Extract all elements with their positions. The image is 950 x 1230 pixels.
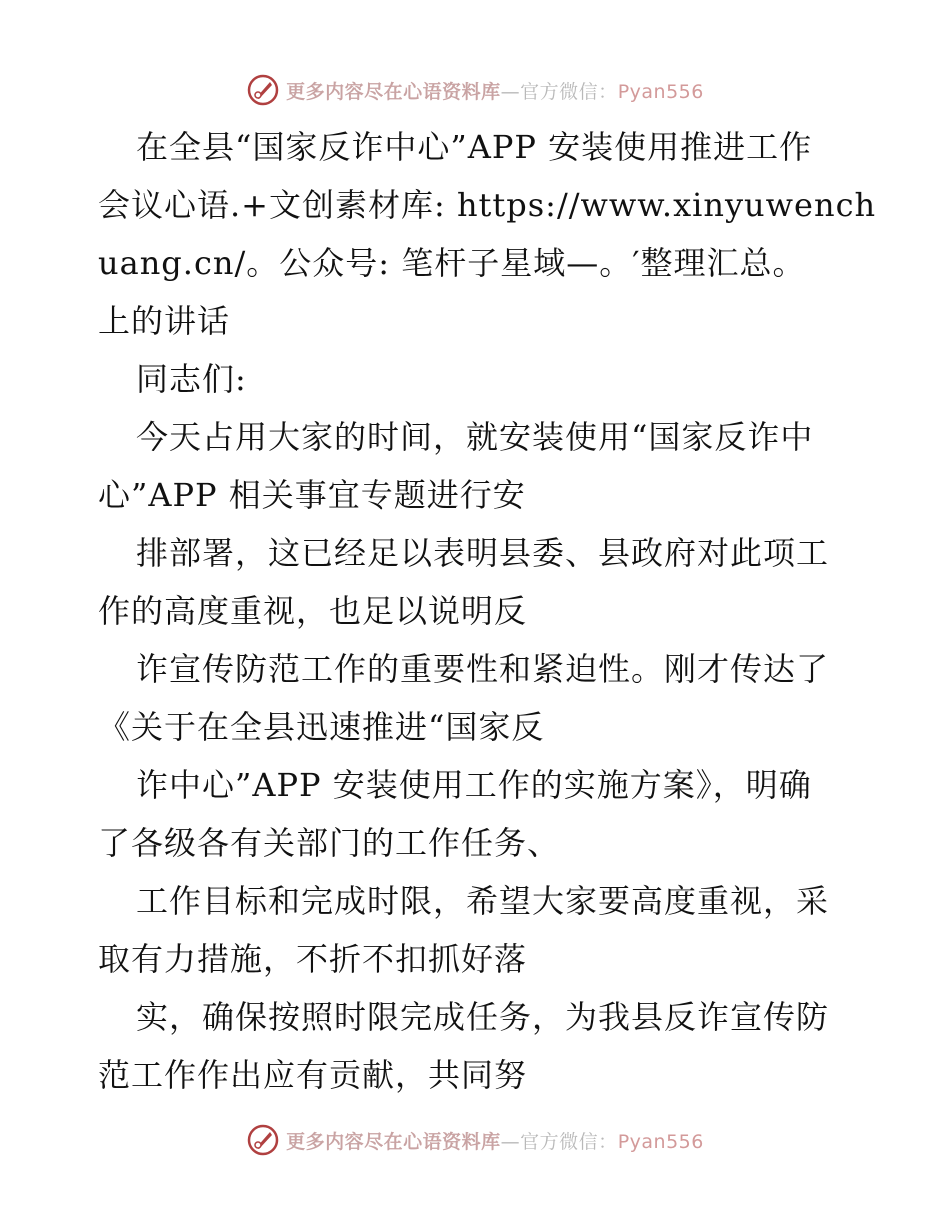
doc-line: 范工作作出应有贡献，共同努 — [98, 1056, 528, 1094]
footer-watermark — [0, 1120, 950, 1160]
doc-line: 实，确保按照时限完成任务，为我县反诈宣传防 — [136, 998, 830, 1036]
document-body — [98, 118, 877, 1104]
watermark-text — [286, 77, 704, 104]
doc-line: uang.cn/。公众号: 笔杆子星域—。′整理汇总。 — [98, 244, 806, 282]
doc-line: 在全县“国家反诈中心”APP 安装使用推进工作 — [136, 128, 813, 166]
doc-line: 作的高度重视，也足以说明反 — [98, 592, 528, 630]
watermark-dash: — — [500, 80, 521, 103]
watermark-text — [286, 1127, 704, 1154]
doc-line: 了各级各有关部门的工作任务、 — [98, 824, 561, 862]
watermark-main: 更多内容尽在心语资料库 — [286, 80, 501, 103]
quill-logo-icon — [246, 73, 280, 107]
doc-line: 同志们: — [136, 360, 247, 398]
doc-line: 排部署，这已经足以表明县委、县政府对此项工 — [136, 534, 830, 572]
watermark-wechat: Pyan556 — [617, 80, 704, 103]
doc-line: 心”APP 相关事宜专题进行安 — [98, 476, 526, 514]
quill-logo-icon — [246, 1123, 280, 1157]
doc-line: 工作目标和完成时限，希望大家要高度重视，采 — [136, 882, 830, 920]
doc-line: 上的讲话 — [98, 302, 231, 340]
watermark-official: 官方微信： — [520, 1130, 618, 1153]
header-watermark — [0, 70, 950, 110]
doc-line: 诈中心”APP 安装使用工作的实施方案》，明确 — [136, 766, 812, 804]
watermark-official: 官方微信： — [520, 80, 618, 103]
watermark-main: 更多内容尽在心语资料库 — [286, 1130, 501, 1153]
watermark-dash: — — [500, 1130, 521, 1153]
doc-line: 今天占用大家的时间，就安装使用“国家反诈中 — [136, 418, 814, 456]
doc-line: 《关于在全县迅速推进“国家反 — [98, 708, 545, 746]
doc-line: 取有力措施，不折不扣抓好落 — [98, 940, 528, 978]
doc-line: 诈宣传防范工作的重要性和紧迫性。刚才传达了 — [136, 650, 830, 688]
watermark-wechat: Pyan556 — [617, 1130, 704, 1153]
doc-line: 会议心语.+文创素材库: https://www.xinyuwench — [98, 186, 877, 224]
